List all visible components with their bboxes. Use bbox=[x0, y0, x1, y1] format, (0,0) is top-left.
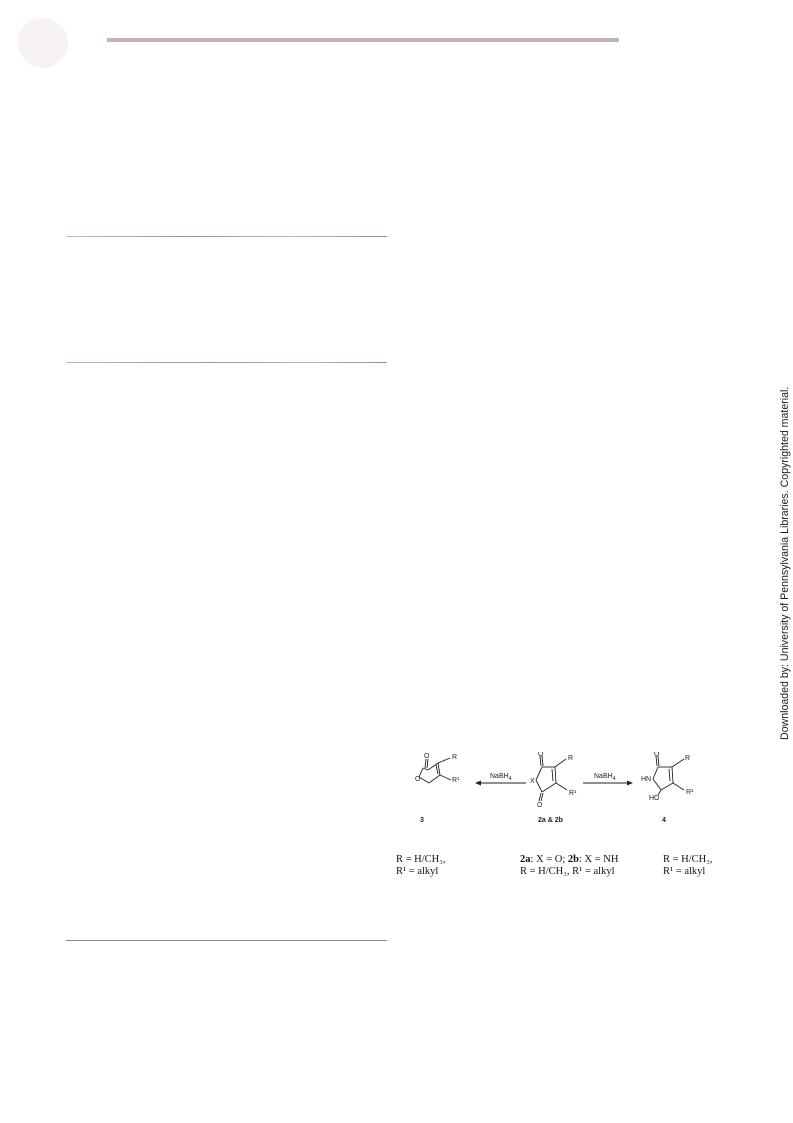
atom-label-HO: HO bbox=[649, 795, 660, 802]
page-number-circle bbox=[18, 18, 68, 68]
atom-label-HN: HN bbox=[641, 776, 652, 783]
reagent-right: NaBH$_4$ bbox=[594, 773, 616, 782]
atom-label-X: X bbox=[530, 778, 535, 785]
atom-label-R: R bbox=[685, 755, 691, 762]
download-notice: Downloaded by: University of Pennsylvania Libraries. Copyrighted material. bbox=[779, 386, 791, 740]
atom-label-R1: R¹ bbox=[569, 790, 577, 797]
reagent-left: NaBH$_4$ bbox=[490, 773, 512, 782]
legend-right-line1: R = H/CH₃, bbox=[663, 854, 713, 865]
header-bar bbox=[107, 38, 619, 42]
atom-label-R1: R¹ bbox=[686, 789, 694, 796]
compound-id-3: 3 bbox=[420, 817, 424, 824]
reaction-scheme bbox=[393, 752, 733, 887]
legend-left-line1: R = H/CH₃, bbox=[396, 854, 446, 865]
atom-label-O: O bbox=[424, 753, 430, 760]
section-rule-middle bbox=[66, 362, 387, 363]
atom-label-O: O bbox=[415, 776, 421, 783]
atom-label-O: O bbox=[537, 802, 543, 809]
compound-id-4: 4 bbox=[662, 817, 666, 824]
arrow-left bbox=[475, 781, 526, 786]
section-rule-bottom bbox=[66, 940, 387, 941]
atom-label-R1: R¹ bbox=[452, 777, 460, 784]
atom-label-R: R bbox=[568, 755, 574, 762]
reaction-scheme-graphic bbox=[393, 752, 733, 832]
legend-center-line1: 2a: X = O; 2b: X = NH bbox=[520, 854, 619, 865]
atom-label-R: R bbox=[452, 754, 458, 761]
compound-4-structure bbox=[653, 756, 684, 795]
compound-2-structure bbox=[536, 756, 567, 801]
legend-center-line2: R = H/CH₃, R¹ = alkyl bbox=[520, 866, 615, 877]
legend-left-line2: R¹ = alkyl bbox=[396, 866, 439, 877]
compound-3-structure bbox=[419, 758, 451, 783]
atom-label-O: O bbox=[538, 752, 544, 758]
atom-label-O: O bbox=[654, 752, 660, 758]
arrow-right bbox=[583, 781, 633, 786]
legend-right-line2: R¹ = alkyl bbox=[663, 866, 706, 877]
section-rule-top bbox=[66, 236, 387, 237]
compound-id-2a-2b: 2a & 2b bbox=[538, 817, 563, 824]
